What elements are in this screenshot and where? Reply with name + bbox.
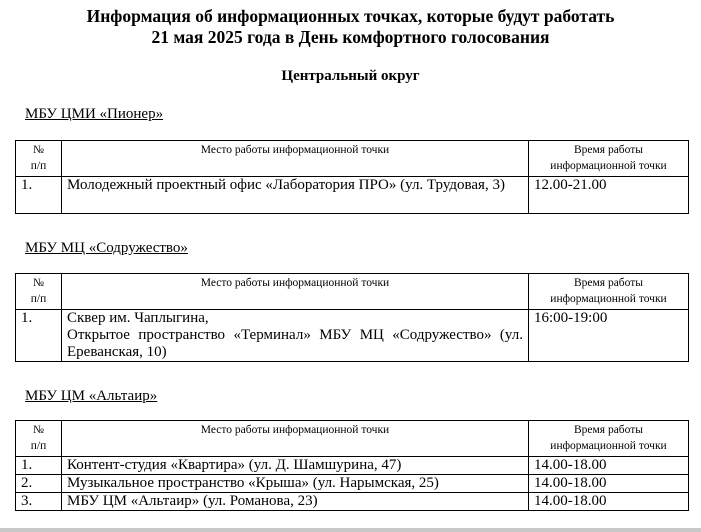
document-title (0, 6, 701, 48)
row-time: 12.00-21.00 (529, 177, 689, 214)
table-row (16, 177, 689, 214)
row-time: 16:00-19:00 (529, 310, 689, 362)
title-line-1: Информация об информационных точках, которые будут работать (86, 6, 615, 26)
points-table-altair (15, 420, 689, 511)
header-num: № п/п (16, 421, 62, 457)
table-row (16, 310, 689, 362)
district-heading: Центральный округ (281, 68, 420, 84)
header-time: Время работы информационной точки (529, 421, 689, 457)
org-heading-pioneer: МБУ ЦМИ «Пионер» (25, 106, 164, 122)
row-num: 1. (16, 457, 62, 475)
row-num: 1. (16, 310, 62, 362)
row-place: Сквер им. Чаплыгина, Открытое пространство «Терминал» МБУ МЦ «Содружество» (ул. Ереванская, 10) (62, 310, 529, 362)
points-table-sodruzhestvo (15, 273, 689, 362)
row-place: Контент-студия «Квартира» (ул. Д. Шамшурина, 47) (62, 457, 529, 475)
header-num: № п/п (16, 274, 62, 310)
points-table-pioneer (15, 140, 689, 214)
table-row (16, 457, 689, 475)
row-num: 3. (16, 493, 62, 511)
row-time: 14.00-18.00 (529, 475, 689, 493)
org-heading-altair: МБУ ЦМ «Альтаир» (25, 388, 158, 404)
org-heading-sodruzhestvo: МБУ МЦ «Содружество» (25, 240, 188, 256)
row-num: 1. (16, 177, 62, 214)
header-num: № п/п (16, 141, 62, 177)
header-time: Время работы информационной точки (529, 274, 689, 310)
header-place: Место работы информационной точки (62, 141, 529, 177)
page-bottom-divider (0, 528, 701, 532)
header-place: Место работы информационной точки (62, 274, 529, 310)
row-num: 2. (16, 475, 62, 493)
table-header-row (16, 421, 689, 457)
table-row (16, 493, 689, 511)
row-time: 14.00-18.00 (529, 493, 689, 511)
table-row (16, 475, 689, 493)
header-place: Место работы информационной точки (62, 421, 529, 457)
title-line-2: 21 мая 2025 года в День комфортного голосования (151, 27, 550, 47)
row-time: 14.00-18.00 (529, 457, 689, 475)
table-header-row (16, 141, 689, 177)
row-place: Молодежный проектный офис «Лаборатория ПРО» (ул. Трудовая, 3) (62, 177, 529, 214)
row-place: МБУ ЦМ «Альтаир» (ул. Романова, 23) (62, 493, 529, 511)
table-header-row (16, 274, 689, 310)
header-time: Время работы информационной точки (529, 141, 689, 177)
row-place: Музыкальное пространство «Крыша» (ул. Нарымская, 25) (62, 475, 529, 493)
